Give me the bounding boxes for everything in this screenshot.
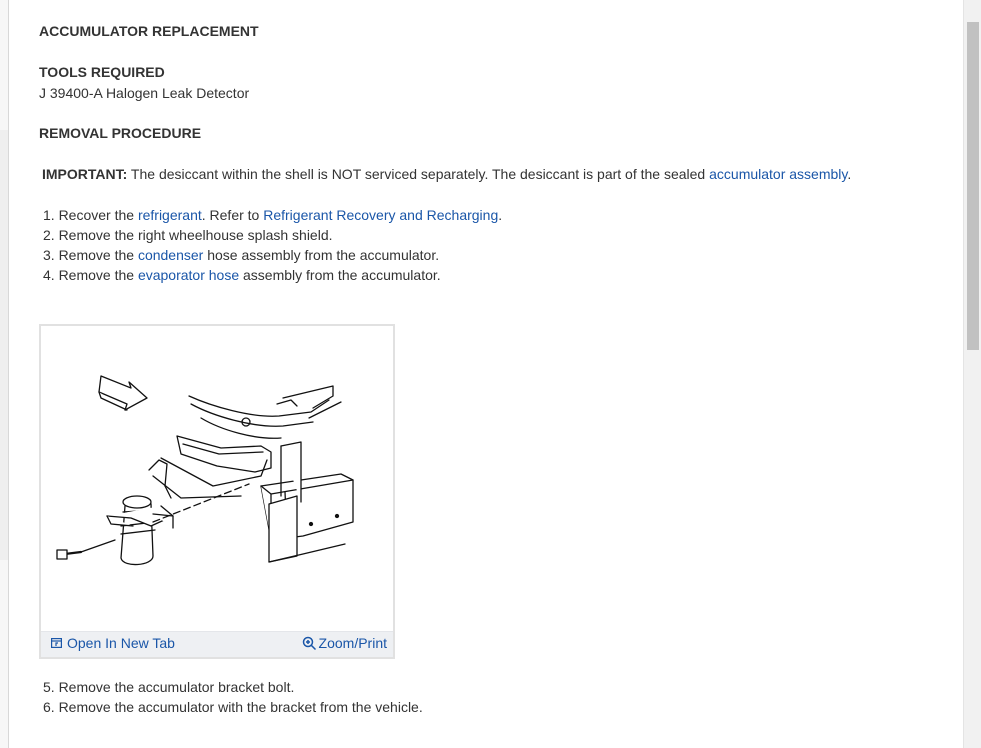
accumulator-canister [107, 496, 173, 565]
step-text: assembly from the accumulator. [239, 267, 441, 283]
open-in-new-tab-button[interactable] [51, 635, 175, 651]
step-4 [43, 265, 502, 285]
external-tab-icon [51, 638, 62, 648]
step-2 [43, 225, 502, 245]
accumulator-figure[interactable] [39, 324, 395, 659]
vertical-scrollbar[interactable] [963, 0, 981, 748]
zoom-magnifier-icon [302, 636, 317, 651]
step-text: . Refer to [201, 207, 264, 223]
step-5 [43, 677, 423, 697]
step-text: hose assembly from the accumulator. [203, 247, 440, 263]
important-note [42, 164, 851, 184]
step-text: 4. Remove the [43, 267, 138, 283]
step-6 [43, 697, 423, 717]
open-in-new-tab-label: Open In New Tab [67, 635, 175, 651]
step-1 [43, 205, 502, 225]
important-text: The desiccant within the shell is NOT serviced separately. The desiccant is part of the sealed [127, 166, 710, 182]
page-title: ACCUMULATOR REPLACEMENT [39, 23, 259, 39]
step-text: . [498, 207, 503, 223]
condenser-link[interactable]: condenser [137, 247, 204, 263]
step-text: 2. Remove the right wheelhouse splash shield. [43, 227, 333, 243]
removal-steps-list [43, 205, 502, 285]
evaporator-hose-link[interactable]: evaporator hose [137, 267, 240, 283]
important-label: IMPORTANT: [42, 166, 128, 182]
refrigerant-recovery-link[interactable]: Refrigerant Recovery and Recharging [263, 207, 499, 223]
left-panel-edge [0, 0, 9, 748]
removal-steps-list-continued [43, 677, 423, 717]
zoom-print-label: Zoom/Print [318, 635, 387, 651]
tool-item: J 39400-A Halogen Leak Detector [39, 85, 250, 101]
accumulator-assembly-link[interactable]: accumulator assembly [709, 166, 848, 182]
direction-arrow [99, 376, 147, 410]
step-text: 1. Recover the [43, 207, 138, 223]
frame-rail [261, 442, 353, 562]
important-end: . [847, 166, 852, 182]
core-support [149, 436, 271, 498]
figure-toolbar [41, 631, 393, 657]
removal-heading: REMOVAL PROCEDURE [39, 125, 202, 141]
step-text: 5. Remove the accumulator bracket bolt. [43, 679, 295, 695]
accumulator-illustration [41, 326, 393, 631]
step-3 [43, 245, 502, 265]
step-text: 3. Remove the [43, 247, 138, 263]
step-text: 6. Remove the accumulator with the bracket from the vehicle. [43, 699, 423, 715]
body-panel [189, 386, 341, 438]
refrigerant-link[interactable]: refrigerant [137, 207, 202, 223]
zoom-print-button[interactable] [302, 635, 387, 651]
left-panel-notch [0, 130, 8, 560]
tools-heading: TOOLS REQUIRED [39, 64, 165, 80]
scrollbar-thumb[interactable] [967, 22, 979, 350]
